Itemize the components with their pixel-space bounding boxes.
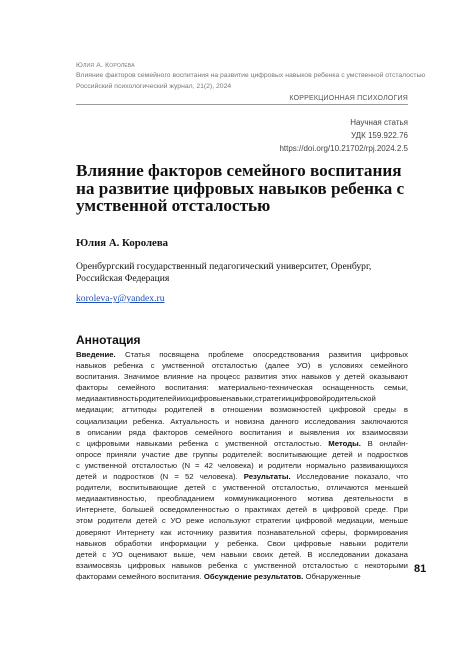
abstract-text-run: В онлайн-: [360, 438, 408, 448]
author-email-link[interactable]: koroleva-y@yandex.ru: [76, 293, 165, 304]
abstract-text-run: медиации; аттитюды родителей в отношении возможностей цифровой среды в: [76, 405, 408, 415]
abstract-body: [76, 349, 408, 582]
abstract-text-run: медиаактивностью, преобладанием коммуникационного мотива деятельности в: [76, 494, 408, 504]
article-title: Влияние факторов семейного воспитания на развитие цифровых навыков ребенка с умственной отсталостью: [76, 161, 405, 215]
running-head-title: Влияние факторов семейного воспитания на развитие цифровых навыков ребенка с умственной отсталостью: [76, 72, 426, 80]
abstract-subheading: Обсуждение результатов.: [203, 571, 304, 581]
author-name: Юлия А. Королева: [76, 237, 169, 249]
abstract-line: [76, 360, 408, 371]
abstract-text-run: с умственной отсталостью (N = 42 человека) и родители нормально развивающихся: [76, 460, 408, 470]
running-head-journal: Российский психологический журнал, 21(2), 2024: [76, 82, 232, 90]
abstract-line: [76, 527, 408, 538]
abstract-text-run: родители, воспитывающие детей с умственной отсталостью, отличаются меньшей: [76, 483, 408, 493]
abstract-line: [76, 449, 408, 460]
abstract-text-run: Статья посвящена проблеме опосредствования развития цифровых: [115, 350, 408, 359]
abstract-text-run: в описании ряда факторов семейного воспитания и выявления их взаимосвязи: [76, 427, 408, 437]
abstract-subheading: Методы.: [328, 438, 361, 448]
abstract-line: [76, 549, 408, 560]
abstract-line: [76, 371, 408, 382]
abstract-line: [76, 504, 408, 515]
abstract-line: [76, 427, 408, 438]
abstract-line: [76, 416, 408, 427]
abstract-text-run: социализации ребенка. Актуальность и новизна данного исследования заключаются: [76, 416, 408, 426]
running-head: [76, 61, 426, 92]
abstract-text-run: опросе приняли участие две группы родителей: воспитывающие детей и подростков: [76, 449, 408, 459]
abstract-text-run: воспитания. Значимое влияние на процесс развития этих навыков у детей оказывают: [76, 372, 408, 382]
abstract-line: [76, 471, 408, 482]
abstract-text-run: этом родители детей с УО реже используют стратегии цифровой медиации, меньше: [76, 516, 408, 526]
running-head-author: Юлия А. Королева: [76, 62, 135, 69]
abstract-text-run: факторами семейного воспитания.: [76, 571, 204, 581]
abstract-heading: Аннотация: [76, 333, 141, 347]
abstract-text-run: взаимосвязь цифровых навыков ребенка с умственной отсталостью с некоторыми: [76, 560, 408, 570]
author-affiliation: Оренбургский государственный педагогический университет, Оренбург, Российская Федерация: [76, 261, 372, 285]
abstract-line: [76, 482, 408, 493]
abstract-text-run: Интернете, большей осведомленностью о практиках детей в цифровой среде. При: [76, 505, 408, 515]
abstract-line: [76, 460, 408, 471]
abstract-line: [76, 560, 408, 571]
section-label: КОРРЕКЦИОННАЯ ПСИХОЛОГИЯ: [76, 95, 408, 105]
abstract-text-run: навыков ребенка с умственной отсталостью (далее УО) в условиях семейного: [76, 361, 408, 371]
abstract-line: [76, 571, 408, 582]
abstract-line: [76, 538, 408, 549]
abstract-subheading: Результаты.: [243, 472, 291, 482]
abstract-text-run: Обнаруженные: [303, 571, 361, 581]
abstract-line: [76, 349, 408, 360]
udk-code: УДК 159.922.76: [350, 131, 408, 140]
abstract-text-run: факторы семейного воспитания: материально-техническая оснащенность семьи,: [76, 383, 408, 393]
abstract-text-run: медиаактивностьродителейиихцифровыенавыки,стратегиицифровойродительской: [76, 394, 376, 404]
abstract-text-run: детей и подростков (N = 52 человека).: [76, 472, 244, 482]
doi-link[interactable]: https://doi.org/10.21702/rpj.2024.2.5: [279, 144, 408, 153]
abstract-line: [76, 393, 408, 404]
article-type: Научная статья: [350, 118, 408, 127]
abstract-text-run: навыков обработки информации у ребенка. Свои цифровые навыки родители: [76, 538, 408, 548]
abstract-line: [76, 404, 408, 415]
abstract-line: [76, 438, 408, 449]
abstract-line: [76, 515, 408, 526]
abstract-text-run: Исследование показало, что: [290, 472, 408, 482]
abstract-line: [76, 382, 408, 393]
abstract-text-run: детей с УО оценивают выше, чем навыки своих детей. В исследовании доказана: [76, 549, 408, 559]
article-meta: [279, 116, 408, 155]
abstract-line: [76, 493, 408, 504]
abstract-text-run: доверяют Интернету как источнику развития познавательной сферы, формирования: [76, 527, 408, 537]
page-number: 81: [414, 563, 427, 575]
abstract-text-run: с цифровыми навыками ребенка с умственной отсталостью.: [76, 438, 329, 448]
abstract-subheading: Введение.: [76, 350, 116, 359]
